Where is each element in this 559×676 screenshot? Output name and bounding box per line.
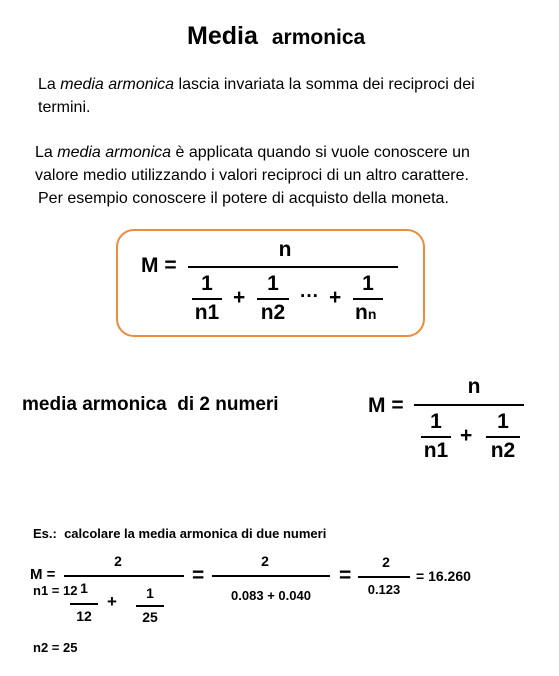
general-formula-main-fraction-line xyxy=(188,266,398,268)
two-numbers-term2-fraction-line xyxy=(486,436,520,438)
example-plus: + xyxy=(107,592,117,611)
example-line-1: Es.: calcolare la media armonica di due numeri xyxy=(33,526,327,541)
page-title xyxy=(187,22,365,51)
two-numbers-heading: media armonica di 2 numeri xyxy=(22,394,279,415)
example-equals-1: = xyxy=(192,564,205,587)
two-numbers-term1-denominator: n1 xyxy=(423,439,449,462)
two-numbers-term1-fraction-line xyxy=(421,436,451,438)
example-numerator: 2 xyxy=(114,553,122,569)
example-equals-2: = xyxy=(339,564,352,587)
general-term1-numerator: 1 xyxy=(201,272,213,295)
intro-p2-emphasis: media armonica xyxy=(57,144,172,161)
general-termn-denominator xyxy=(355,301,376,325)
example-lhs: M = xyxy=(30,566,56,583)
example-step2-fraction-line xyxy=(212,575,330,577)
general-term2-fraction-line xyxy=(257,298,289,300)
title-main: Media xyxy=(187,22,258,50)
example-step2-denominator: 0.083 + 0.040 xyxy=(231,588,311,603)
two-numbers-main-fraction-line xyxy=(414,404,524,406)
intro-p2-lead: La xyxy=(35,144,58,161)
two-numbers-lhs: M = xyxy=(368,394,404,417)
example-term1-denominator: 12 xyxy=(76,608,92,624)
general-term2-numerator: 1 xyxy=(267,272,279,295)
general-term1-fraction-line xyxy=(192,298,222,300)
intro-p2-rest: è applicata quando si vuole conoscere un xyxy=(171,144,470,161)
two-numbers-term2-denominator: n2 xyxy=(490,439,516,462)
example-step2-numerator: 2 xyxy=(261,553,269,569)
intro-p2-line2: valore medio utilizzando i valori reciproci di un altro carattere. xyxy=(35,167,469,184)
general-formula-numerator: n xyxy=(278,238,292,261)
intro-p1-emphasis: media armonica xyxy=(60,76,175,93)
general-termn-base: n xyxy=(355,301,368,324)
intro-p1-line2: termini. xyxy=(38,99,91,116)
general-ellipsis: ··· xyxy=(300,286,319,307)
two-numbers-plus: + xyxy=(460,424,473,447)
example-main-fraction-line xyxy=(64,575,184,577)
general-termn-numerator: 1 xyxy=(362,272,374,295)
title-sub: armonica xyxy=(271,26,366,49)
intro-paragraph-1 xyxy=(38,73,475,119)
example-result: = 16.260 xyxy=(416,568,471,584)
example-step3-fraction-line xyxy=(358,576,410,578)
example-term2-fraction-line xyxy=(136,605,164,607)
example-term1-numerator: 1 xyxy=(80,580,88,596)
intro-paragraph-2 xyxy=(35,141,470,210)
example-line-2: n1 = 12 xyxy=(33,583,78,598)
two-numbers-term2-numerator: 1 xyxy=(497,410,509,433)
intro-p1-rest: lascia invariata la somma dei reciproci dei xyxy=(174,76,475,93)
example-step3-numerator: 2 xyxy=(382,554,390,570)
general-term1-denominator: n1 xyxy=(194,301,220,324)
general-termn-subscript: n xyxy=(367,306,377,322)
two-numbers-numerator: n xyxy=(467,375,481,398)
example-line-3: n2 = 25 xyxy=(33,640,78,655)
two-numbers-term1-numerator: 1 xyxy=(430,410,442,433)
intro-p2-line3: Per esempio conoscere il potere di acquisto della moneta. xyxy=(38,190,449,207)
example-term1-fraction-line xyxy=(70,603,98,605)
general-term2-denominator: n2 xyxy=(260,301,286,324)
general-plus-1: + xyxy=(233,286,246,309)
example-step3-denominator: 0.123 xyxy=(367,582,401,597)
general-plus-2: + xyxy=(329,286,342,309)
intro-p1-lead: La xyxy=(38,76,61,93)
general-formula-lhs: M = xyxy=(141,254,177,277)
example-term2-denominator: 25 xyxy=(142,609,158,625)
example-term2-numerator: 1 xyxy=(146,585,154,601)
general-termn-fraction-line xyxy=(353,298,383,300)
